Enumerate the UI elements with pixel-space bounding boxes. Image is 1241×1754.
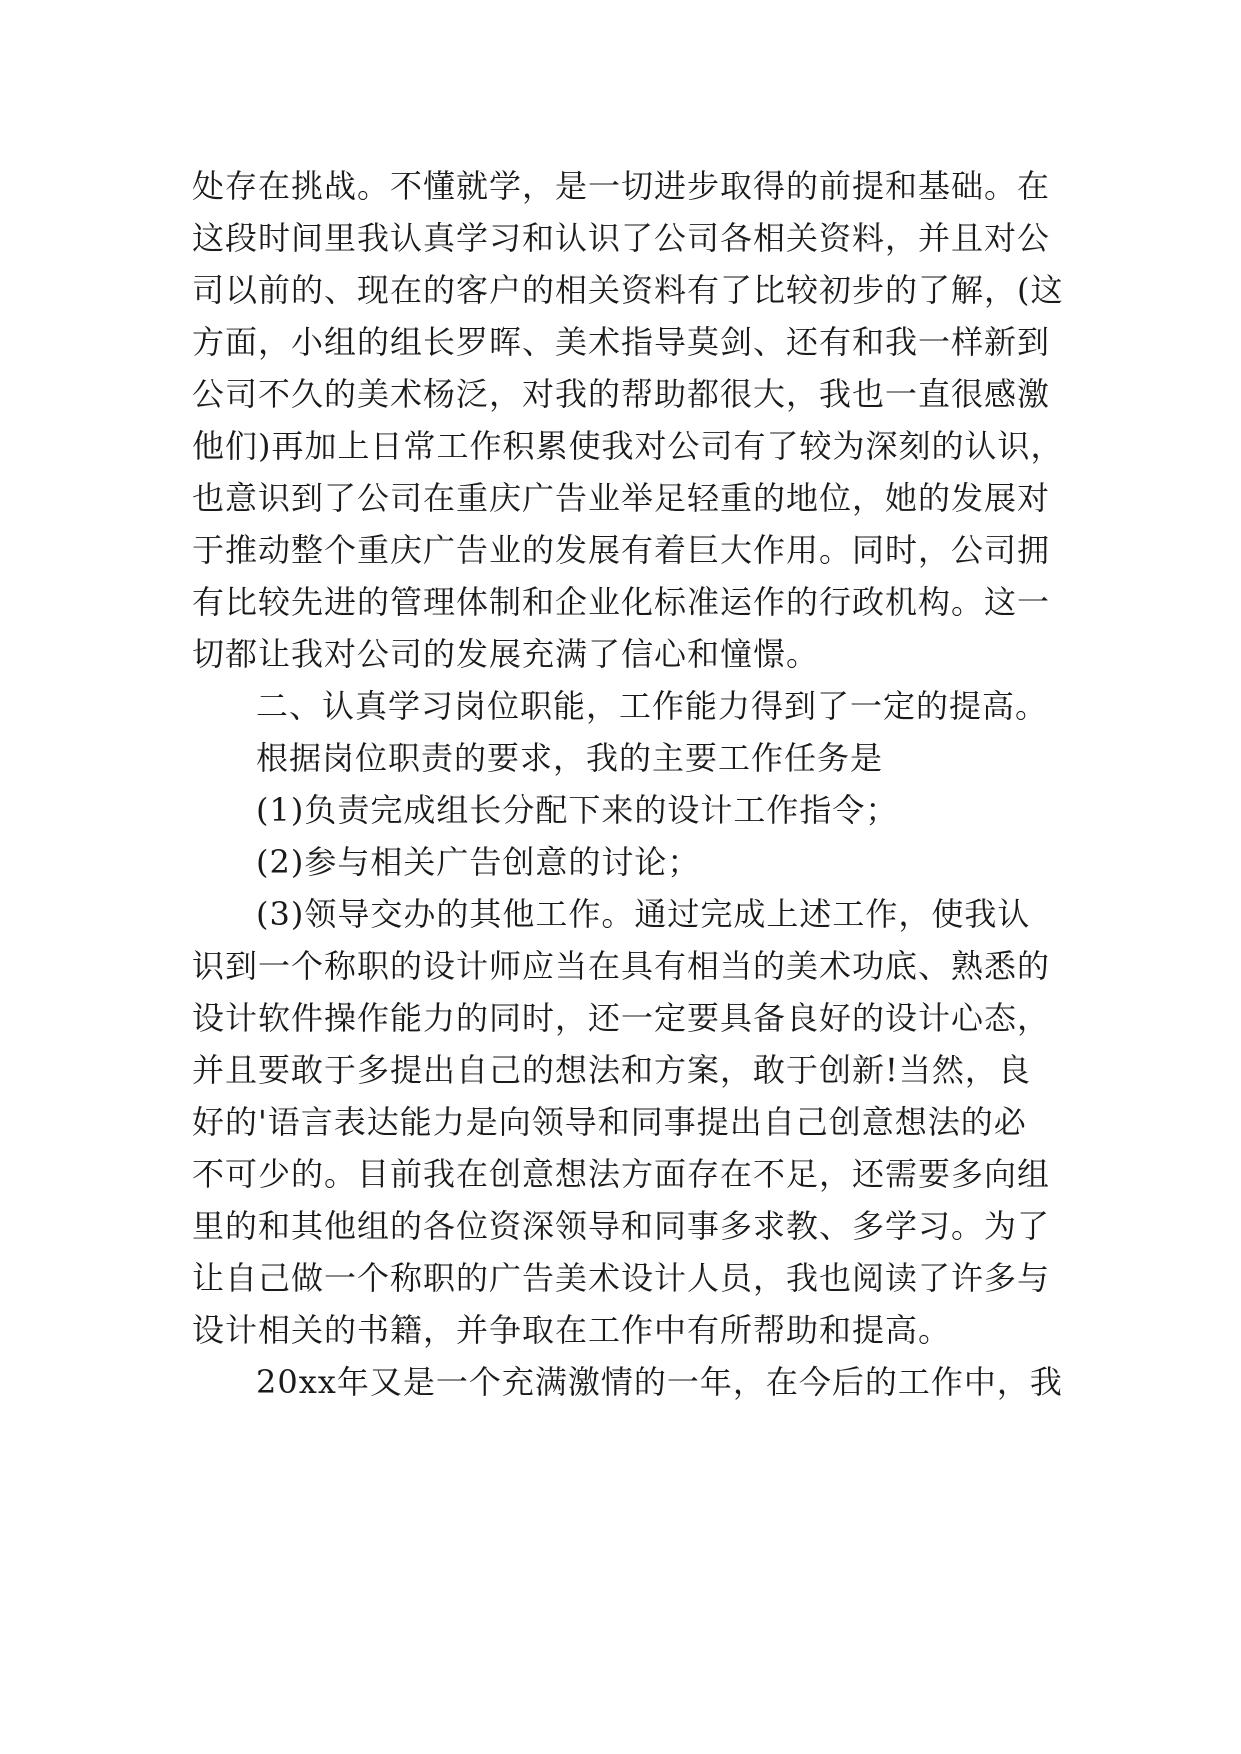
text-line: 也意识到了公司在重庆广告业举足轻重的地位，她的发展对 [192, 479, 1051, 517]
text-line: 不可少的。目前我在创意想法方面存在不足，还需要多向组 [192, 1155, 1051, 1193]
text-line: 处存在挑战。不懂就学，是一切进步取得的前提和基础。在 [192, 167, 1051, 205]
document-body [192, 160, 1062, 1408]
text-line: 让自己做一个称职的广告美术设计人员，我也阅读了许多与 [192, 1259, 1051, 1297]
text-line: 里的和其他组的各位资深领导和同事多求教、多学习。为了 [192, 1207, 1051, 1245]
text-line: 于推动整个重庆广告业的发展有着巨大作用。同时，公司拥 [192, 531, 1051, 569]
text-line: 设计软件操作能力的同时，还一定要具备良好的设计心态， [192, 999, 1051, 1037]
text-line: 切都让我对公司的发展充满了信心和憧憬。 [192, 635, 820, 673]
text-line: 好的'语言表达能力是向领导和同事提出自己创意想法的必 [192, 1103, 1027, 1141]
text-line: 他们)再加上日常工作积累使我对公司有了较为深刻的认识， [192, 427, 1064, 465]
text-line: 识到一个称职的设计师应当在具有相当的美术功底、熟悉的 [192, 947, 1051, 985]
text-line: (1)负责完成组长分配下来的设计工作指令； [256, 791, 899, 829]
text-line: 方面，小组的组长罗晖、美术指导莫剑、还有和我一样新到 [192, 323, 1051, 361]
text-line: 设计相关的书籍，并争取在工作中有所帮助和提高。 [192, 1311, 952, 1349]
text-line: 公司不久的美术杨泛，对我的帮助都很大，我也一直很感激 [192, 375, 1051, 413]
text-line: 这段时间里我认真学习和认识了公司各相关资料，并且对公 [192, 219, 1051, 257]
text-line: 并且要敢于多提出自己的想法和方案，敢于创新!当然，良 [192, 1051, 1031, 1089]
text-line: 根据岗位职责的要求，我的主要工作任务是 [256, 739, 884, 777]
text-line: 司以前的、现在的客户的相关资料有了比较初步的了解，(这 [192, 271, 1064, 309]
text-line: 20xx年又是一个充满激情的一年，在今后的工作中，我 [256, 1363, 1063, 1401]
text-line: 二、认真学习岗位职能，工作能力得到了一定的提高。 [256, 687, 1049, 725]
text-line: (2)参与相关广告创意的讨论； [256, 843, 701, 881]
text-line: (3)领导交办的其他工作。通过完成上述工作，使我认 [256, 895, 1031, 933]
text-line: 有比较先进的管理体制和企业化标准运作的行政机构。这一 [192, 583, 1051, 621]
